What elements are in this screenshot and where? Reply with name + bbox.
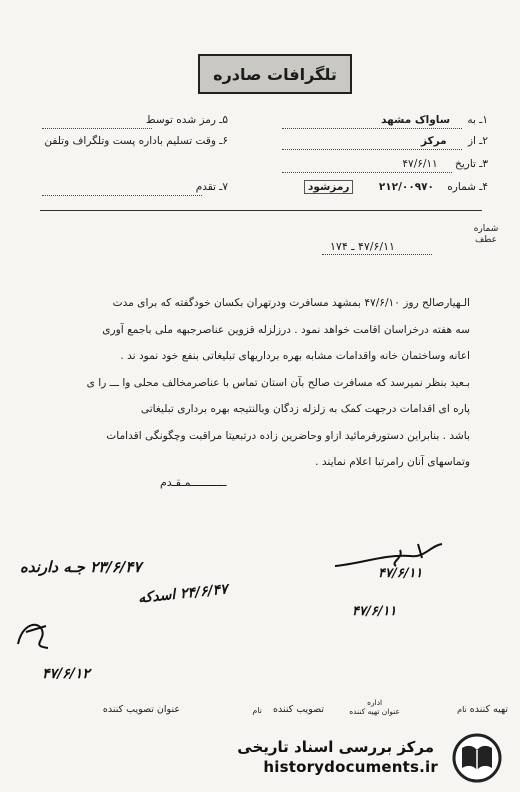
document-title: تلگرافات صادره bbox=[213, 64, 337, 84]
cipher-label: ۵ـ رمز شده توسط bbox=[145, 114, 228, 126]
archive-watermark bbox=[228, 732, 506, 784]
delivery-label: ۶ـ وقت تسلیم باداره پست وتلگراف وتلفن bbox=[44, 135, 228, 147]
from-dotted-line bbox=[282, 149, 462, 150]
name-label-1: نام bbox=[457, 705, 467, 714]
reference-label: شماره عطف bbox=[473, 224, 499, 245]
body-line: پاره ای اقدامات درجهت کمک به زلزله زدگان وبالنتیجه بهره برداری تبلیغاتی bbox=[140, 403, 470, 415]
cipher-dotted-line bbox=[42, 128, 152, 129]
body-line: سه هفته درخراسان اقامت خواهد نمود . درزلزله قزوین عناصرجبهه ملی باجمع آوری bbox=[102, 323, 470, 336]
footer-office bbox=[349, 698, 400, 716]
initials-scribble bbox=[12, 614, 56, 654]
handwritten-date-2: ۴۷/۶/۱۱ bbox=[352, 604, 397, 619]
approver-label: تصویب کننده bbox=[272, 704, 324, 715]
number-value: ۲۱۲/۰۰۹۷۰ bbox=[378, 181, 434, 193]
priority-label: ۷ـ تقدم bbox=[195, 181, 228, 193]
priority-field bbox=[196, 181, 228, 193]
from-label: ۲ـ از bbox=[467, 135, 488, 147]
body-line: الـهیارصالح روز ۴۷/۶/۱۰ بمشهد مسافرت ودرتهران بکسان خودگفته که برای مدت bbox=[112, 297, 470, 309]
handwritten-note-3: ۴۷/۶/۱۲ bbox=[42, 666, 90, 682]
to-dotted-line bbox=[282, 128, 462, 129]
handwritten-note-2: ۲۴/۶/۴۷ اسدکه bbox=[137, 581, 229, 607]
from-value: مرکز bbox=[420, 135, 447, 147]
closing-signature: ـــــــــــمـقـدم bbox=[160, 476, 227, 489]
archive-url: historydocuments.ir bbox=[263, 758, 438, 776]
body-line: اعانه وساختمان خانه واقدامات مشابه بهره برداریهای تبلیغاتی بنفع خود نمود ند . bbox=[120, 350, 470, 362]
delivery-field bbox=[44, 135, 228, 147]
message-body bbox=[50, 290, 470, 476]
handwritten-note-1: ۲۳/۶/۴۷ جـه دارنده bbox=[20, 558, 142, 576]
cipher-field bbox=[146, 114, 228, 126]
date-dotted-line bbox=[282, 172, 452, 173]
title-stamp bbox=[198, 54, 352, 94]
priority-dotted-line bbox=[42, 195, 202, 196]
body-line: بـعید بنظر نمیرسد که مسافرت صالح بآن استان تماس با عناصرمخالف محلی وا ـــ را ی bbox=[86, 376, 470, 389]
closing-text: مـقـدم bbox=[160, 476, 191, 489]
archive-logo-icon bbox=[448, 732, 506, 784]
footer-preparer bbox=[457, 704, 508, 715]
reference-value: ۴۷/۶/۱۱ ـ ۱۷۴ bbox=[330, 240, 395, 253]
preparer-title-label: عنوان تهیه کننده bbox=[349, 707, 400, 716]
number-field bbox=[379, 181, 488, 193]
preparer-label: تهیه کننده bbox=[469, 704, 508, 715]
cipher-stamp: رمزشود bbox=[304, 180, 353, 194]
to-field bbox=[381, 114, 488, 126]
from-field bbox=[421, 135, 488, 147]
approver-title-label: عنوان تصویب کننده bbox=[102, 704, 180, 715]
body-line: باشد . بنابراین دستورفرمائید ازاو وحاضرین زاده درتبعیتا مراقبت وچگونگی اقدامات bbox=[106, 429, 470, 442]
archive-name: مرکز بررسی اسناد تاریخی bbox=[237, 738, 434, 756]
body-line: وتماسهای آنان رامرتبا اعلام نمایند . bbox=[315, 456, 470, 468]
to-value: ساواک مشهد bbox=[381, 114, 451, 126]
date-value: ۴۷/۶/۱۱ bbox=[402, 158, 438, 170]
handwritten-date-1: ۴۷/۶/۱۱ bbox=[378, 566, 423, 581]
number-label: ۴ـ شماره bbox=[447, 181, 488, 193]
date-label: ۳ـ تاریخ bbox=[455, 158, 488, 170]
reference-dotted-line bbox=[322, 254, 432, 255]
footer-approver bbox=[273, 704, 324, 715]
header-divider bbox=[40, 210, 482, 211]
to-label: ۱ـ به bbox=[467, 114, 488, 126]
date-field bbox=[402, 158, 488, 170]
office-label: اداره bbox=[367, 698, 383, 707]
name-label-2: نام bbox=[252, 706, 262, 715]
